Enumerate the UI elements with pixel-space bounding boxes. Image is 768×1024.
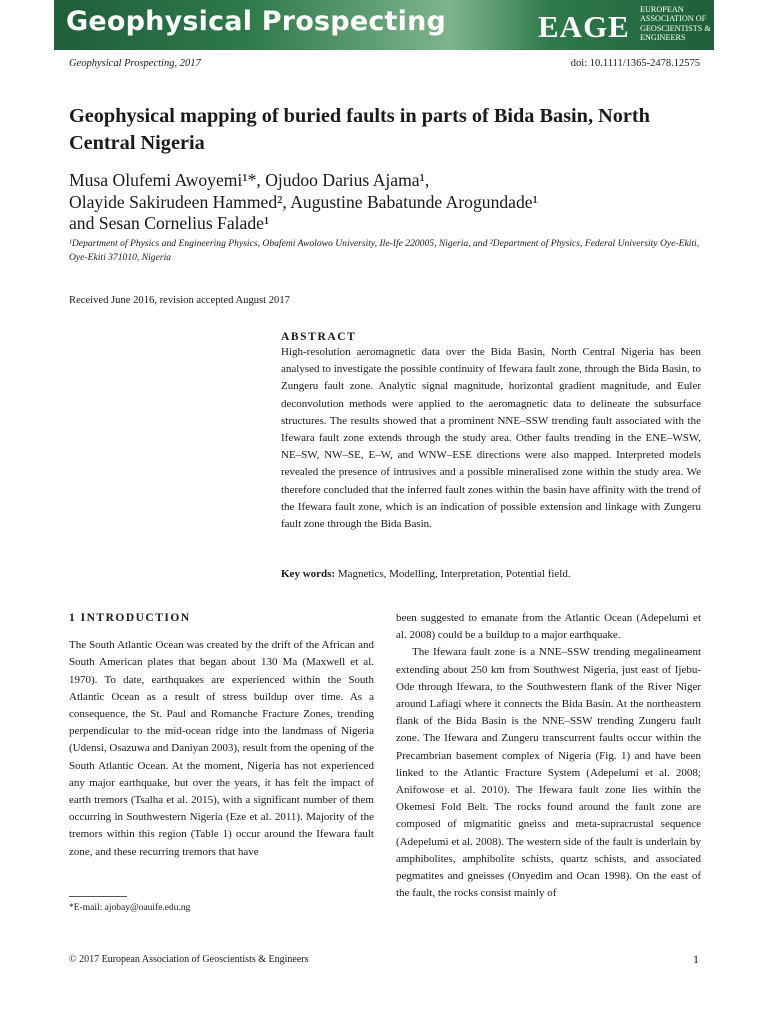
journal-banner xyxy=(54,0,714,50)
section-heading-introduction: 1 INTRODUCTION xyxy=(69,612,191,624)
assoc-line: EUROPEAN xyxy=(640,5,684,14)
doi-link[interactable]: doi: 10.1111/1365-2478.12575 xyxy=(570,58,700,69)
author-line: Musa Olufemi Awoyemi¹*, Ojudoo Darius Ajama¹, xyxy=(69,170,430,190)
affiliations: ¹Department of Physics and Engineering Physics, Obafemi Awolowo University, Ile-Ife 220005, Nigeria, and ²Department of Physics, Federal University Oye-Ekiti, Oye-Ekiti 371010, Nigeria xyxy=(69,238,700,263)
article-title: Geophysical mapping of buried faults in parts of Bida Basin, North Central Nigeria xyxy=(69,105,650,154)
copyright-notice: © 2017 European Association of Geoscientists & Engineers xyxy=(69,954,309,965)
journal-name: Geophysical Prospecting xyxy=(66,6,447,37)
eage-association-name xyxy=(640,5,720,42)
intro-paragraph: The South Atlantic Ocean was created by the drift of the African and South American plates that began about 130 Ma (Maxwell et al. 1970). To date, earthquakes are experienced within the South Atlantic Ocean as a result of stress buildup over time. As a consequence, the St. Paul and Romanche Fracture Zones, trending perpendicular to the mid-ocean ridge into the landmass of Nigeria (Udensi, Osazuwa and Daniyan 2003), result from the opening of the South Atlantic Ocean. At the moment, Nigeria has not experienced any major earthquake, but over the years, it has felt the impact of earth tremors (Tsalha et al. 2015), with a significant number of them occurring in Southwestern Nigeria (Eze et al. 2011). Majority of the tremors within this region (Table 1) occur around the Ifewara fault zone, and these recurring tremors that have xyxy=(69,639,374,858)
left-column xyxy=(69,610,374,861)
assoc-line: ASSOCIATION OF xyxy=(640,14,707,24)
corresponding-email: *E-mail: ajobay@oauife.edu.ng xyxy=(69,903,191,913)
assoc-line: GEOSCIENTISTS & xyxy=(640,23,711,33)
received-date: Received June 2016, revision accepted August 2017 xyxy=(69,295,290,306)
page-number: 1 xyxy=(693,952,699,966)
right-column xyxy=(396,610,701,902)
abstract-body: High-resolution aeromagnetic data over the Bida Basin, North Central Nigeria has been analysed to investigate the possible continuity of Ifewara fault zone, through the Bida Basin, to Zungeru fault zone. Analytic signal magnitude, horizontal gradient magnitude, and Euler deconvolution methods were applied to the aeromagnetic data to delineate the subsurface structures. The results showed that a prominent NNE–SSW trending fault associated with the Ifewara fault zone extends through the study area. Other faults trending in the ENE–WSW, NE–SW, NW–SE, E–W, and WNW–ESE directions were also mapped. Interpreted models revealed the presence of intrusives and a possible mineralised zone within the study area. We therefore concluded that the inferred fault zones within the basin have affinity with the trend of the Ifewara fault zone, which is an indication of possible extension and linkage with Zungeru fault zone through the Bida Basin. xyxy=(281,346,701,531)
eage-logo: EAGE xyxy=(538,9,630,44)
author-line: and Sesan Cornelius Falade¹ xyxy=(69,213,270,233)
abstract-heading: ABSTRACT xyxy=(281,331,357,343)
author-line: Olayide Sakirudeen Hammed², Augustine Babatunde Arogundade¹ xyxy=(69,191,538,212)
intro-paragraph: been suggested to emanate from the Atlantic Ocean (Adepelumi et al. 2008) could be a buildup to a major earthquake. xyxy=(396,612,701,642)
abstract-section xyxy=(281,331,701,533)
keywords xyxy=(281,568,571,580)
author-list xyxy=(69,170,709,235)
intro-paragraph: The Ifewara fault zone is a NNE–SSW trending megalineament extending about 250 km from Southwest Nigeria, just east of Ijebu-Ode through Ifewara, to the Southwestern flank of the River Niger around Lafiagi where it connects the Bida Basin. At the northeastern flank of the Bida Basin is the NNE–SSW trending Zungeru fault zone. The Ifewara and Zungeru transcurrent faults occur within the Precambrian basement complex of Nigeria (Fig. 1) and have been linked to the Atlantic Fracture System (Adepelumi et al. 2008; Anifowose et al. 2010). The Ifewara fault zone lies within the Okemesi Fold Belt. The rocks found around the fault zone are composed of migmatitic gneiss and meta-supracrustal sequence (Adepelumi et al. 2008). The western side of the fault is underlain by amphibolites, amphibolite schists, quartz schists, and associated pegmatites and gneisses (Onyedim and Ocan 1998). On the east of the fault, the rocks consist mainly of xyxy=(396,646,701,900)
keywords-label: Key words: xyxy=(281,568,336,580)
footnote-divider xyxy=(69,896,127,897)
keywords-text: Magnetics, Modelling, Interpretation, Potential field. xyxy=(337,568,571,580)
journal-citation: Geophysical Prospecting, 2017 xyxy=(69,58,201,69)
assoc-line: ENGINEERS xyxy=(640,32,686,42)
